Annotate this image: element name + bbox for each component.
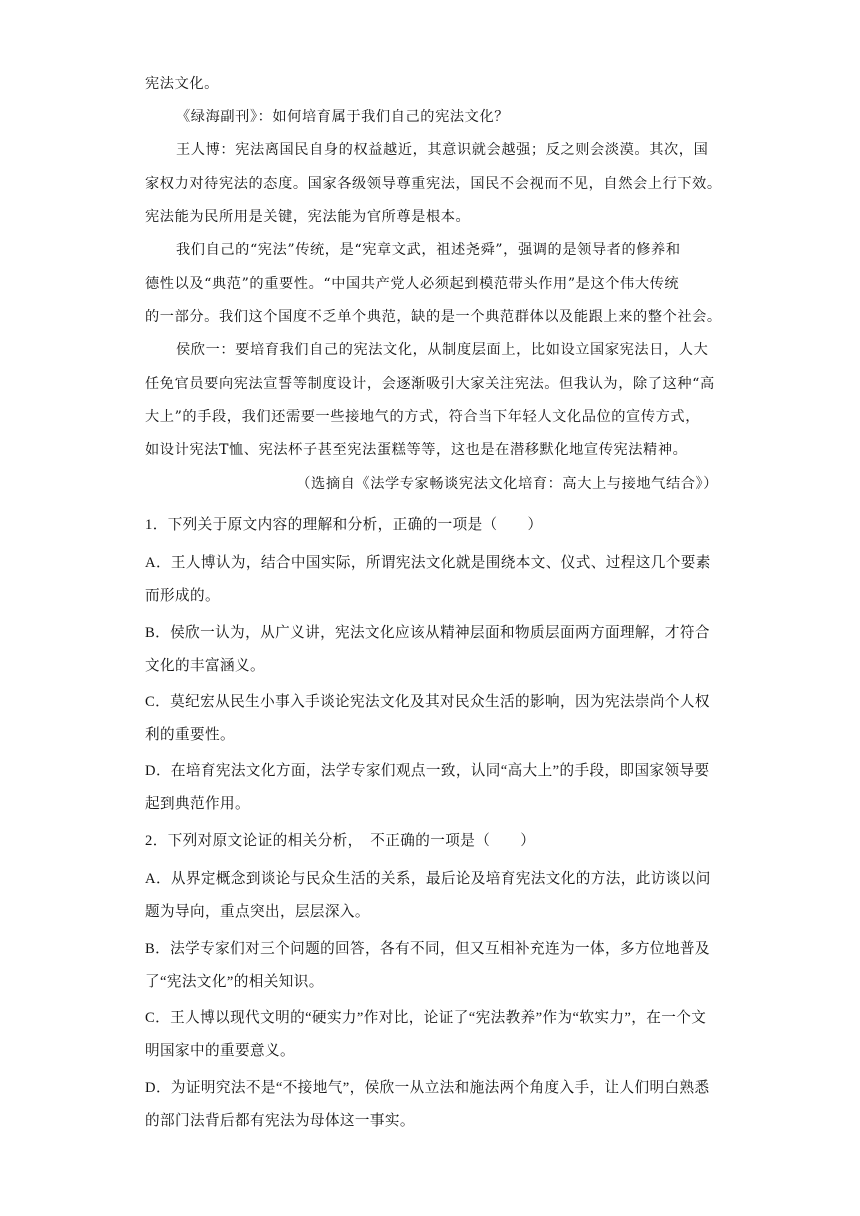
question-2-option-a: A．从界定概念到谈论与民众生活的关系，最后论及培育宪法文化的方法，此访谈以问 <box>145 871 711 887</box>
passage-line: 家权力对待宪法的态度。国家各级领导尊重宪法，国民不会视而不见，自然会上行下效。 <box>145 176 722 192</box>
passage-line: 侯欣一：要培育我们自己的宪法文化，从制度层面上，比如设立国家宪法日，人大 <box>176 342 709 358</box>
passage-line: 任免官员要向宪法宣誓等制度设计，会逐渐吸引大家关注宪法。但我认为，除了这种“高 <box>145 376 715 392</box>
question-1-option-c: C．莫纪宏从民生小事入手谈论宪法文化及其对民众生活的影响，因为宪法崇尚个人权 <box>145 694 710 710</box>
question-1-option-d: D．在培育宪法文化方面，法学专家们观点一致，认同“高大上”的手段，即国家领导要 <box>145 763 710 779</box>
question-2-option-c: C．王人博以现代文明的“硬实力”作对比，论证了“宪法教养”作为“软实力”，在一个文 <box>145 1010 707 1026</box>
passage-line: 德性以及“典范”的重要性。“中国共产党人必须起到模范带头作用”是这个伟大传统 <box>145 276 680 292</box>
question-1-stem: 1．下列关于原文内容的理解和分析，正确的一项是（ ） <box>145 517 543 533</box>
question-1-option-c-cont: 利的重要性。 <box>145 727 235 743</box>
passage-line: 我们自己的“宪法”传统，是“宪章文武，祖述尧舜”，强调的是领导者的修养和 <box>176 242 681 258</box>
question-2-option-b: B．法学专家们对三个问题的回答，各有不同，但又互相补充连为一体，多方位地普及 <box>145 941 710 957</box>
question-2-option-b-cont: 了“宪法文化”的相关知识。 <box>145 974 324 990</box>
passage-line: 宪法能为民所用是关键，宪法能为官所尊是根本。 <box>145 209 471 225</box>
question-1-option-d-cont: 起到典范作用。 <box>145 796 250 812</box>
question-1-option-a: A．王人博认为，结合中国实际，所谓宪法文化就是围绕本文、仪式、过程这几个要素 <box>145 555 711 571</box>
passage-line: 王人博：宪法离国民自身的权益越近，其意识就会越强；反之则会淡漠。其次，国 <box>176 142 709 158</box>
passage-line: 如设计宪法T恤、宪法杯子甚至宪法蛋糕等等，这也是在潜移默化地宣传宪法精神。 <box>145 442 688 458</box>
passage-line: 宪法文化。 <box>145 76 219 92</box>
passage-line: 《绿海副刊》：如何培育属于我们自己的宪法文化？ <box>176 109 510 125</box>
question-2-option-d: D．为证明究法不是“不接地气”，侯欣一从立法和施法两个角度入手，让人们明白熟悉 <box>145 1080 710 1096</box>
question-2-stem: 2．下列对原文论证的相关分析， 不正确的一项是（ ） <box>145 833 536 849</box>
question-2-option-d-cont: 的部门法背后都有宪法为母体这一事实。 <box>145 1113 415 1129</box>
question-2-option-c-cont: 明国家中的重要意义。 <box>145 1043 295 1059</box>
passage-line: 的一部分。我们这个国度不乏单个典范，缺的是一个典范群体以及能跟上来的整个社会。 <box>145 309 722 325</box>
question-1-option-b: B．侯欣一认为，从广义讲，宪法文化应该从精神层面和物质层面两方面理解，才符合 <box>145 625 710 641</box>
question-2-option-a-cont: 题为导向，重点突出，层层深入。 <box>145 904 370 920</box>
source-citation: （选摘自《法学专家畅谈宪法文化培育：高大上与接地气结合》） <box>296 476 718 492</box>
passage-line: 大上”的手段，我们还需要一些接地气的方式，符合当下年轻人文化品位的宣传方式， <box>145 409 700 425</box>
question-1-option-b-cont: 文化的丰富涵义。 <box>145 658 265 674</box>
question-1-option-a-cont: 而形成的。 <box>145 588 220 604</box>
